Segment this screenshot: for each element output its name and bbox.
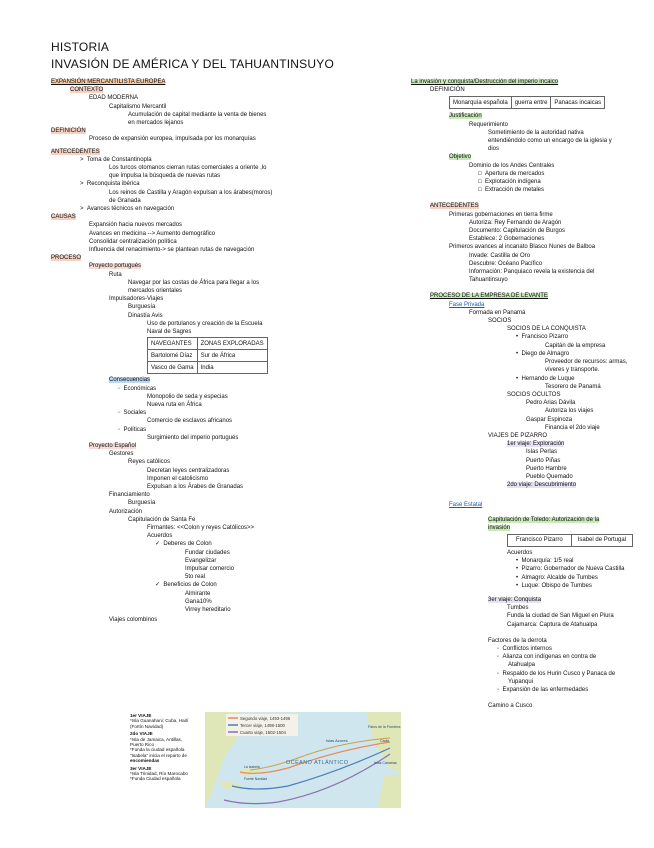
politicas: Políticas: [123, 426, 147, 433]
funda-san-miguel: Funda la ciudad de San Miguel en Piura: [507, 613, 614, 620]
heading-contexto: CONTEXTO: [70, 87, 104, 94]
map-label-navidad: Fuerte Navidad: [244, 777, 268, 781]
bullet-icon: ◦: [118, 426, 121, 433]
pueblo-quemado: Pueblo Quemado: [526, 473, 573, 480]
causa-4: Influencia del renacimiento-> se plantean rutas de navegación: [89, 247, 255, 254]
table-cell: guerra entre: [511, 97, 551, 109]
bullet-icon: ◦: [497, 687, 500, 693]
toma-desc-line2: que impulsa la búsqueda de nuevas rutas: [109, 173, 221, 180]
avances-tecnicos: Avances técnicos en navegación: [86, 206, 175, 213]
autorizacion: Autorización: [109, 508, 143, 515]
ruta-desc-line1: Navegar por las costas de África para llegar a los: [128, 279, 260, 286]
map-ocean-label: OCÉANO ATLÁNTICO: [286, 760, 349, 766]
map-voyage2-line: *Funda la ciudad española: [130, 747, 185, 753]
uso-portulanos-line1: Uso de portulanos y creación de la Escuela: [147, 320, 263, 327]
map-voyage3-title: 3er VIAJE: [130, 765, 152, 771]
acumulacion-line1: Acumulación de capital mediante la venta de bienes: [128, 111, 267, 118]
econ-desc-2: Nueva ruta en África: [147, 401, 202, 408]
viaje-3: 3er viaje: Conquista: [488, 596, 542, 603]
map-label-canarias: Islas Canarias: [374, 761, 397, 765]
map-voyage3-line: *Funda Ciudad española: [130, 776, 181, 782]
bullet-icon: ◦: [497, 654, 500, 661]
map-graphic: [128, 712, 401, 808]
columbus-voyages-map: [128, 712, 401, 808]
bullet-icon: •: [516, 375, 519, 382]
req-desc-line3: dios: [488, 146, 500, 153]
table-cell: Panacas incaicas: [551, 97, 605, 109]
acuerdos: Acuerdos: [507, 549, 533, 556]
impulsadores: Impulsadores-Viajes: [109, 296, 164, 303]
table-cell: Francisco Pizarro: [508, 534, 572, 546]
heading-proyecto-portugues: Proyecto portugués: [89, 263, 142, 270]
req-desc-line1: Sometimiento de la autoridad nativa: [488, 129, 584, 136]
pedro-desc: Autoriza los viajes: [545, 408, 594, 415]
square-bullet-icon: □: [478, 170, 482, 177]
map-voyage2-line: encomiendas: [130, 758, 160, 764]
almagro: Diego de Almagro: [521, 350, 570, 357]
reyes-catolicos: Reyes católicos: [128, 459, 171, 466]
heading-definicion: DEFINICIÓN: [430, 87, 465, 94]
camino-cusco: Camino a Cusco: [488, 703, 533, 710]
beneficio-3: Virrey hereditario: [185, 606, 231, 613]
pizarro: Francisco Pizarro: [521, 334, 569, 341]
factor-2-line1: Alianza con indígenas en contra de: [502, 654, 597, 661]
capitalismo: Capitalismo Mercantil: [109, 103, 167, 110]
objetivo-1: Apertura de mercados: [484, 170, 545, 177]
checkmark-icon: ✓: [155, 582, 161, 589]
right-column: [411, 78, 651, 710]
beneficio-2: Gana10%: [185, 598, 212, 605]
objetivo-3: Extracción de metales: [484, 187, 544, 194]
chevron-right-icon[interactable]: >: [80, 181, 84, 188]
factor-3-line2: Yupanqui: [508, 678, 534, 685]
bullet-icon: ◦: [118, 385, 121, 392]
table-cell: NAVEGANTES: [148, 338, 198, 350]
heading-justificacion: Justificación: [449, 113, 482, 120]
checkmark-icon: ✓: [155, 541, 161, 548]
heading-expansion: EXPANSIÓN MERCANTILISTA EUROPEA: [51, 79, 166, 85]
bullet-icon: ◦: [497, 645, 500, 652]
reyes-desc-3: Expulsan a los Árabes de Granadas: [147, 483, 244, 490]
map-voyage3-line: *Isla Trinidad, Río Marocabo: [130, 771, 188, 777]
requerimiento: Requerimiento: [469, 121, 509, 128]
factor-2-line2: Atahualpa: [508, 662, 536, 669]
toma-constantinopla: Toma de Constantinopla: [86, 156, 152, 163]
page-subtitle: INVASIÓN DE AMÉRICA Y DEL TAHUANTINSUYO: [51, 57, 334, 71]
fin-burguesia: Burguesía: [128, 500, 156, 507]
map-label-palos: Palos de la Frontera: [368, 725, 401, 729]
factor-1: Conflictos internos: [502, 645, 552, 652]
heading-causas: CAUSAS: [51, 214, 76, 221]
table-cell: Vasco de Gama: [148, 362, 198, 374]
pizarro-desc: Capitán de la empresa: [545, 342, 606, 349]
objetivo-2: Explotación indígena: [484, 179, 541, 186]
heading-antecedentes: ANTECEDENTES: [51, 148, 100, 155]
burguesia: Burguesía: [128, 304, 156, 311]
map-voyage2-line: *Isla de Jamaica, Antillas,: [130, 736, 183, 742]
bullet-icon: •: [516, 350, 519, 357]
req-desc-line2: entendiéndolo como un encargo de la iglesia y: [488, 138, 612, 145]
socios-conquista: SOCIOS DE LA CONQUISTA: [507, 326, 586, 333]
table-row: [148, 362, 268, 374]
reconquista-desc-line2: de Granada: [109, 197, 141, 204]
map-voyage1-line: (Fortín Navidad): [130, 723, 164, 729]
table-row: [450, 97, 605, 109]
informacion-line2: Tahuantinsuyo: [469, 277, 508, 284]
table-cell: Bartolomé Díaz: [148, 350, 198, 362]
map-voyage2-line: Puerto Rico: [130, 742, 155, 748]
deber-3: Impulsar comercio: [185, 565, 235, 572]
heading-objetivo: Objetivo: [449, 154, 472, 161]
pol-desc-1: Surgimiento del imperio portugués: [147, 434, 239, 441]
gestores: Gestores: [109, 451, 134, 458]
bullet-icon: •: [516, 582, 519, 589]
causa-3: Consolidar centralización política: [89, 238, 177, 245]
capitulacion-toledo-line2: invasión: [488, 524, 511, 531]
fase-privada-link[interactable]: Fase Privada: [449, 301, 485, 308]
sociales: Sociales: [123, 410, 147, 417]
table-cell: Monarquía española: [450, 97, 512, 109]
map-voyage2-line: "Isabela" inicia el reparto de: [130, 752, 187, 758]
luque-desc: Tesorero de Panamá: [545, 383, 601, 390]
acuerdo-1: Monarquía: 1/5 real: [521, 558, 574, 565]
dinastia-avis: Dinastía Avis: [128, 312, 163, 319]
reyes-desc-2: Imponen el catolicismo: [147, 475, 209, 482]
primeros-avances: Primeros avances al incanato Blasco Nunes de Balboa: [449, 244, 596, 251]
left-column: [51, 78, 351, 624]
navegantes-table: [147, 337, 268, 374]
viajes-pizarro: VIAJES DE PIZARRO: [488, 432, 548, 439]
bullet-icon: •: [516, 566, 519, 573]
map-voyage2-title: 2do VIAJE: [130, 731, 153, 737]
informacion-line1: Información: Panquiaco revela la existencia del: [469, 269, 595, 276]
bullet-icon: •: [516, 558, 519, 565]
table-row: [508, 534, 633, 546]
puerto-pinas: Puerto Piñas: [526, 457, 561, 464]
acumulacion-line2: en mercados lejanos: [128, 120, 184, 127]
capitulacion-santa-fe: Capitulación de Santa Fe: [128, 516, 196, 523]
acuerdos: Acuerdos: [147, 533, 173, 540]
table-row: [148, 350, 268, 362]
bullet-icon: •: [516, 574, 519, 581]
tumbes: Tumbes: [507, 605, 529, 612]
deber-4: 5to real: [185, 574, 206, 581]
bullet-icon: ◦: [497, 670, 500, 677]
cajamarca: Cajamarca: Captura de Atahualpa: [507, 621, 598, 628]
viaje-2: 2do viaje: Descubrimiento: [507, 482, 577, 489]
deber-1: Fundar ciudades: [185, 549, 230, 556]
table-row: [148, 338, 268, 350]
bullet-icon: ◦: [118, 410, 121, 417]
primeras-gobernaciones: Primeras gobernaciones en tierra firme: [449, 211, 553, 218]
capitulacion-table: [507, 534, 633, 547]
acuerdo-4: Luque: Obispo de Tumbes: [521, 582, 592, 589]
uso-portulanos-line2: Naval de Sagres: [147, 329, 192, 336]
page-title: HISTORIA: [51, 40, 110, 54]
factores-derrota: Factores de la derrota: [488, 637, 547, 644]
acuerdo-2: Pizarro: Gobernador de Nueva Castilla: [521, 566, 625, 573]
viaje-1: 1er viaje: Exploración: [507, 441, 565, 448]
chevron-right-icon[interactable]: >: [80, 206, 84, 213]
factor-3-line1: Respaldo de los Hurin Cusco y Panaca de: [502, 670, 616, 677]
causa-2: Avances en medicina --> Aumento demográfico: [89, 230, 216, 237]
chevron-right-icon[interactable]: >: [80, 156, 84, 163]
table-cell: Isabel de Portugal: [571, 534, 632, 546]
economicas: Económicas: [123, 385, 157, 392]
map-legend-fourth: Cuarto viaje, 1502-1504: [240, 730, 286, 735]
heading-proceso-levante: PROCESO DE LA EMPRESA DE LEVANTE: [430, 293, 548, 300]
firmantes: Firmantes: <<Colon y reyes Católicos>>: [147, 524, 255, 531]
viajes-colombinos: Viajes colombinos: [109, 617, 158, 624]
establece: Establece: 2 Gobernaciones: [469, 236, 545, 243]
reyes-desc-1: Decretan leyes centralizadoras: [147, 467, 230, 474]
map-label-isabela: La Isabela: [244, 765, 260, 769]
heading-antecedentes: ANTECEDENTES: [430, 203, 479, 210]
socios: SOCIOS: [488, 318, 512, 325]
table-cell: ZONAS EXPLORADAS: [197, 338, 267, 350]
autoriza: Autoriza: Rey Fernando de Aragón: [469, 219, 562, 226]
map-legend-third: Tercer viaje, 1498-1500: [240, 723, 285, 728]
invade: Invade: Castilla de Oro: [469, 252, 531, 259]
edad-moderna: EDAD MODERNA: [89, 95, 139, 102]
gaspar: Gaspar Espinoza: [526, 416, 573, 423]
gaspar-desc: Financia el 2do viaje: [545, 424, 600, 431]
reconquista: Reconquista ibérica: [86, 181, 140, 188]
socios-ocultos: SOCIOS OCULTOS: [507, 391, 561, 398]
pedro-arias: Pedro Arias Dávila: [526, 400, 576, 407]
toma-desc-line1: Los turcos otomanos cierran rutas comerciales a oriente ,lo: [109, 165, 267, 172]
heading-consecuencias: Consecuencias: [109, 377, 151, 384]
dominio-andes: Dominio de los Andes Centrales: [469, 162, 555, 169]
bullet-icon: •: [516, 334, 519, 341]
acuerdo-3: Almagro: Alcalde de Tumbes: [521, 574, 598, 581]
map-label-azores: Islas Azores: [326, 738, 348, 743]
soc-desc-1: Comercio de esclavos africanos: [147, 418, 233, 425]
map-legend-second: Segundo viaje, 1493-1496: [240, 716, 291, 721]
map-voyage1-line: *Isla Guanahani; Cuba, Haití: [130, 718, 189, 724]
luque: Hernando de Luque: [521, 375, 575, 382]
heading-proyecto-espanol: Proyecto Español: [89, 442, 137, 449]
heading-proceso: PROCESO: [51, 255, 82, 262]
descubre: Descubre: Océano Pacífico: [469, 260, 543, 267]
deberes-colon: Deberes de Colon: [163, 541, 212, 548]
factor-4: Expansión de las enfermedades: [502, 687, 589, 693]
capitulacion-toledo-line1: Capitulación de Toledo: Autorización de la: [488, 516, 600, 523]
square-bullet-icon: □: [478, 179, 482, 186]
almagro-desc-line1: Proveedor de recursos: armas,: [545, 359, 628, 366]
causa-1: Expansión hacia nuevos mercados: [89, 222, 183, 229]
map-voyage1-title: 1er VIAJE: [130, 713, 152, 718]
reconquista-desc-line1: Los reinos de Castilla y Aragón expulsan a los árabes(moros): [109, 189, 273, 196]
table-cell: India: [197, 362, 267, 374]
islas-perlas: Islas Perlas: [526, 449, 558, 456]
beneficio-1: Almirante: [185, 590, 211, 597]
beneficios-colon: Beneficios de Colon: [163, 582, 217, 589]
definicion-table: [449, 96, 605, 109]
heading-definicion: DEFINICIÓN: [51, 128, 86, 135]
fase-estatal-link[interactable]: Fase Estatal: [449, 502, 483, 509]
econ-desc-1: Monopolio de seda y especias: [147, 393, 228, 400]
ruta-desc-line2: mercados orientales: [128, 288, 183, 295]
ruta: Ruta: [109, 271, 122, 278]
documento: Documento: Capitulación de Burgos: [469, 228, 566, 235]
puerto-hambre: Puerto Hambre: [526, 465, 567, 472]
almagro-desc-line2: víveres y transporte.: [545, 367, 600, 374]
map-label-cadiz: Cádiz: [380, 739, 390, 743]
definicion-text: Proceso de expansión europea, impulsada por los monarquías: [89, 136, 256, 143]
financiamiento: Financiamiento: [109, 492, 150, 499]
deber-2: Evangelizar: [185, 557, 217, 564]
formada-panama: Formada en Panamá: [469, 309, 526, 316]
table-cell: Sur de África: [197, 350, 267, 362]
heading-invasion: La invasión y conquista/Destrucción del imperio incaico: [411, 79, 559, 85]
square-bullet-icon: □: [478, 187, 482, 194]
